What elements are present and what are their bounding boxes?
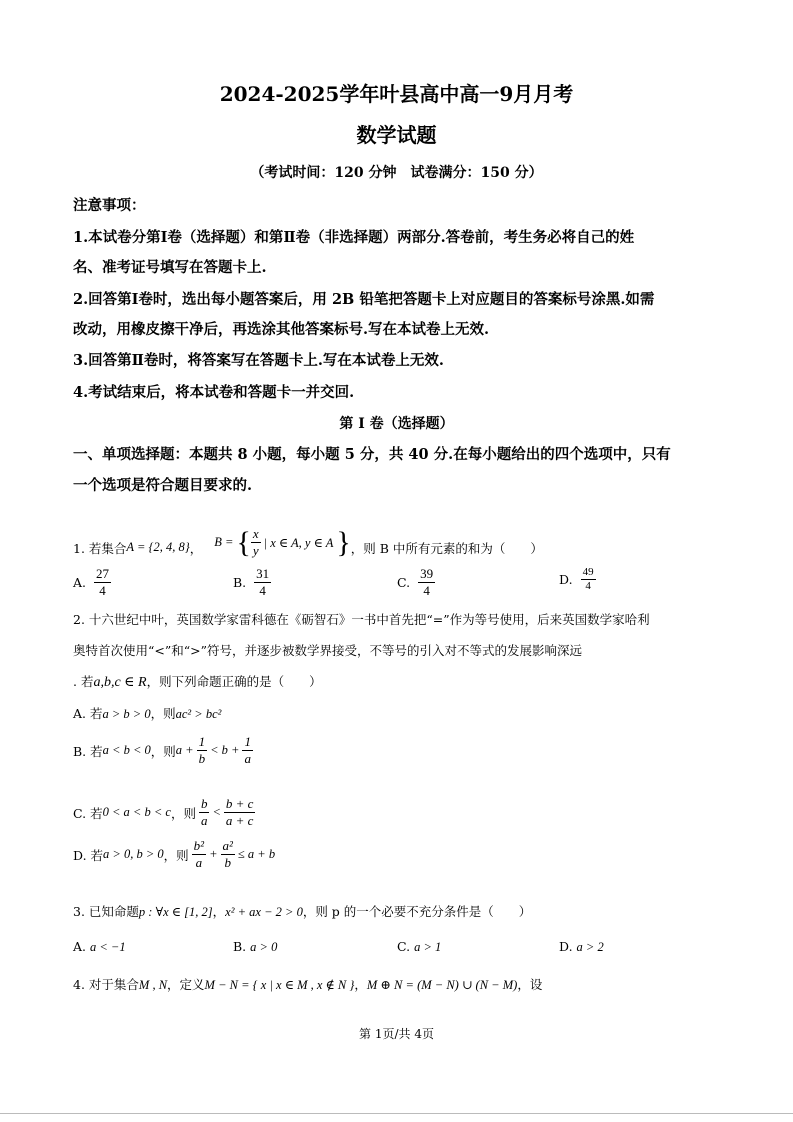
q1-option-a-num: 27 [96,566,110,581]
q2-option-a[interactable] [73,704,221,722]
q3-suffix: ，则 p 的一个必要不充分条件是（ ） [302,904,532,919]
notice-item-1-line-2: 名、准考证号填写在答题卡上. [73,259,267,276]
q2-option-b-result-mid: < b + [210,743,240,757]
question-1-stem [73,526,543,559]
q3-option-a-label: A. [73,939,87,954]
q2-option-d[interactable] [73,838,275,871]
notice-item-2-line-2: 改动，用橡皮擦干净后，再选涂其他答案标号.写在本试卷上无效. [73,321,490,338]
q2-option-c-den-1: a [200,813,208,828]
q2-line-2: 奥特首次使用“<”和“>”符号，并逐步被数学界接受，不等号的引入对不等式的发展影响深远 [73,643,583,658]
q2-option-d-cond: a > 0, b > 0 [103,847,164,861]
q1-option-c[interactable] [397,566,435,599]
q2-line-3 [73,672,322,691]
q1-option-d-value [581,566,596,593]
q1-set-b-left: B = [214,535,234,549]
q2-option-c[interactable] [73,796,255,829]
question-4-stem [73,975,542,993]
q2-option-d-plus: + [209,847,218,861]
bottom-divider [0,1113,793,1114]
q2-option-b-cond: a < b < 0 [102,743,151,757]
q2-option-a-cond: a > b > 0 [102,707,151,721]
q1-set-b-num: x [252,526,259,541]
q1-option-c-den: 4 [423,583,430,598]
q2-option-c-lt: < [212,805,221,819]
q3-comma: ， [212,904,226,919]
q3-option-d-label: D. [559,939,573,954]
q1-option-d-label: D. [559,572,573,587]
q1-left-brace-icon: { [236,525,251,559]
q1-option-c-value [418,566,435,599]
notice-item-1-line-1: 1.本试卷分第Ⅰ卷（选择题）和第Ⅱ卷（非选择题）两部分.答卷前，考生务必将自己的姓 [73,229,635,246]
q3-prefix: 3. 已知命题 [73,904,139,919]
q2-option-d-den-2: b [224,855,231,870]
q2-option-d-frac-1 [192,838,206,871]
q1-option-d-num: 49 [582,566,594,578]
q4-suffix: ，设 [517,977,543,992]
q3-option-b-label: B. [233,939,247,954]
q3-option-a-value: a < −1 [90,940,126,954]
q1-option-b-label: B. [233,575,247,590]
q2-option-d-num-2: a² [222,838,233,853]
q2-option-d-frac-2 [221,838,235,871]
q1-set-b-den: y [252,543,259,558]
q2-option-c-num-2: b + c [225,796,254,811]
q1-option-b-num: 31 [256,566,270,581]
q4-mid: ，定义 [167,977,205,992]
q1-option-d-den: 4 [585,580,591,592]
q2-option-c-then: ，则 [170,805,196,821]
q4-math-3: M ⊕ N = (M − N) ∪ (N − M) [366,978,518,992]
q2-option-d-label: D. 若 [73,847,104,863]
q1-option-d[interactable] [559,566,596,593]
notice-item-3: 3.回答第Ⅱ卷时，将答案写在答题卡上.写在本试卷上无效. [73,352,444,369]
q2-option-a-then: ，则 [150,706,176,721]
q2-option-b-frac-2 [242,734,253,767]
exam-info: （考试时间：120 分钟 试卷满分：150 分） [250,165,543,181]
q2-option-b-den-1: b [198,751,206,766]
section-1-intro-line-2: 一个选项是符合题目要求的. [73,477,253,494]
q2-option-b-then: ，则 [150,743,176,759]
q1-option-b-value [254,566,271,599]
q2-option-d-den-1: a [195,855,203,870]
q2-option-b-frac-1 [197,734,208,767]
notice-item-4: 4.考试结束后，将本试卷和答题卡一并交回. [73,384,355,401]
q1-option-c-label: C. [397,575,411,590]
q1-option-b-den: 4 [259,583,266,598]
q1-option-a[interactable] [73,566,111,599]
q1-option-b[interactable] [233,566,271,599]
q2-option-d-num-1: b² [193,838,205,853]
q2-option-b-den-2: a [244,751,251,766]
q1-option-a-label: A. [73,575,87,590]
section-1-title: 第 I 卷（选择题） [339,416,454,432]
q2-line-3-math: a,b,c ∈ R [93,675,147,690]
q3-option-b-value: a > 0 [250,940,278,954]
q2-option-d-tail: ≤ a + b [237,847,276,861]
q3-math-1: p : ∀x ∈ [1, 2] [138,905,213,919]
notice-item-2-line-1: 2.回答第Ⅰ卷时，选出每小题答案后，用 2B 铅笔把答题卡上对应题目的答案标号涂黑.如需 [73,291,655,308]
q3-option-d-value: a > 2 [576,940,604,954]
q4-prefix: 4. 对于集合 [73,977,139,992]
q2-option-b[interactable] [73,734,253,767]
q1-set-a: A = {2, 4, 8} [126,540,190,554]
q1-option-c-num: 39 [420,566,434,581]
q3-option-c-label: C. [397,939,411,954]
q2-option-c-frac-2 [224,796,256,829]
q3-option-d[interactable] [559,939,604,955]
q2-option-c-num-1: b [200,796,208,811]
q1-prefix: 1. 若集合 [73,540,127,556]
q4-math-2: M − N = { x | x ∈ M , x ∉ N } [204,978,355,992]
q2-line-3-prefix: . 若 [73,674,94,689]
q2-option-d-then: ，则 [163,847,189,863]
q2-option-b-label: B. 若 [73,743,103,759]
q1-option-a-value [94,566,111,599]
page-footer: 第 1页/共 4页 [359,1027,434,1041]
q1-suffix: ，则 B 中所有元素的和为（ ） [350,540,543,556]
q1-option-a-den: 4 [99,583,106,598]
q2-line-1: 2. 十六世纪中叶，英国数学家雷科德在《砺智石》一书中首先把“=”作为等号使用，后来英国数学家哈利 [73,612,650,627]
q1-set-b-condition: | x ∈ A, y ∈ A [263,535,334,550]
q3-option-b[interactable] [233,939,277,955]
q2-option-b-num-1: 1 [198,734,206,749]
question-3-stem [73,902,531,920]
exam-title: 2024-2025学年叶县高中高一9月月考 [219,82,574,106]
q2-option-c-frac-1 [199,796,210,829]
q1-comma: ， [189,540,203,556]
q2-option-a-label: A. 若 [73,706,103,721]
q2-option-c-cond: 0 < a < b < c [102,805,171,819]
q4-math-1: M , N [138,978,168,992]
exam-subject: 数学试题 [356,123,437,147]
q2-line-3-suffix: ，则下列命题正确的是（ ） [146,674,322,689]
q2-option-b-result-a: a + [175,743,194,757]
q4-comma: ， [354,977,367,992]
q3-math-2: x² + ax − 2 > 0 [225,905,303,919]
q3-option-c-value: a > 1 [414,940,442,954]
q2-option-a-result: ac² > bc² [175,707,222,721]
notice-heading: 注意事项： [73,197,146,214]
section-1-intro-line-1: 一、单项选择题：本题共 8 小题，每小题 5 分，共 40 分.在每小题给出的四个选项中，只有 [73,446,671,463]
q1-set-b-fraction [251,526,261,559]
q3-option-a[interactable] [73,939,126,955]
q2-option-b-num-2: 1 [244,734,251,749]
q2-option-c-label: C. 若 [73,805,103,821]
q1-right-brace-icon: } [336,525,351,559]
q2-option-c-den-2: a + c [225,813,254,828]
q3-option-c[interactable] [397,939,441,955]
